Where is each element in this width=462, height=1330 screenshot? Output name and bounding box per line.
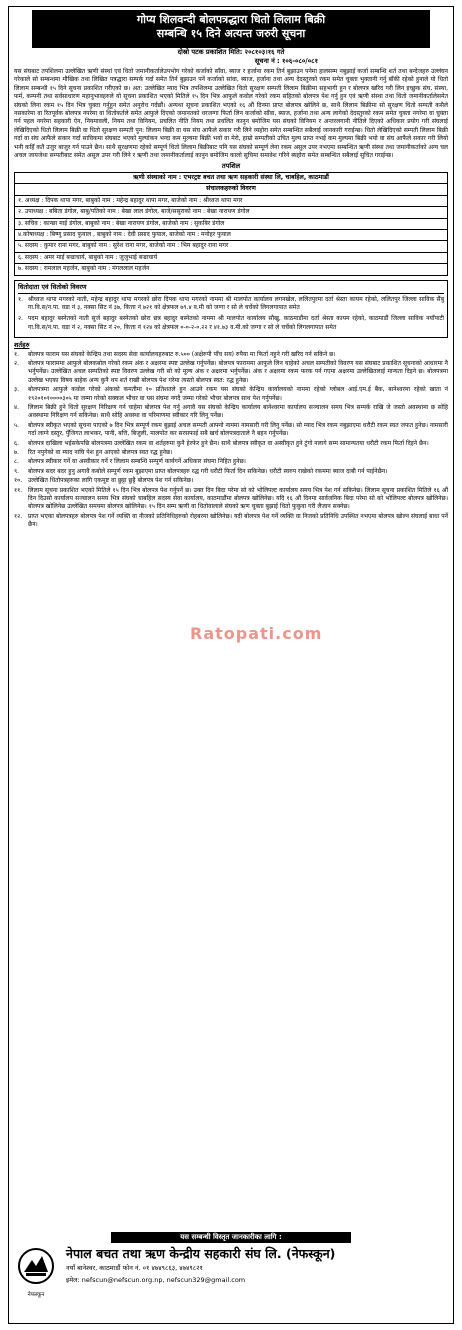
- term-text: बोलपत्र दाखिला भईसकेपछि बोलपत्रमा उल्लेखित रकम वा शर्तहरुमा कुनै हेरफेर हुने छैन। साथै बोलपत्र स्वीकृत वा अस्वीकृत हुने टुंगो नलागे सम्म सामान्यतया धरौटी रकम फिर्ता दिइने छैन।: [28, 439, 429, 447]
- term-text: प्राप्त भएका बोलपत्रहरु बोलपत्र पेश गर्ने व्यक्ति वा नीजको प्रतिनिधिहरुको रोहबरमा खोलिनेछ। यदी बोलपत्र पेश गर्ने व्यक्ति वा निजको प्रतिनिधि उपस्थित नभएमा बोलपत्र खोल्न संघलाई बाधा पर्ने छैन।: [28, 512, 448, 529]
- notice-page: [8, 6, 454, 1324]
- footer: [8, 1232, 454, 1324]
- org-address: नयाँ बानेश्वर, काठमाडौं फोन नं. ०१ ४७४९८६३, ४७४९८२१: [66, 1264, 203, 1272]
- director-row: ४.कोषाध्यक्ष : बिष्णु प्रसाद फुयाल , बाबुको नाम : देवी प्रसाद फुयाल, बाजेको नाम : मनोहर फुयाल: [15, 230, 447, 241]
- logo-caption: नेफस्कून: [27, 1292, 45, 1298]
- intro-paragraph: यस संघबाट तपशिलमा उल्लेखित ऋणी संस्थां एवं धितो जमानीकर्तालेउपभोग गरेको कर्जाको साँवा, ब्याज र हर्जाना रकम तिर्न बुझाउन पनेमा हालसम्म नबुझाई कर्जा सम्बन्धि शर्त तथा बन्देजहरु उल्लंघन गरेकाले सो सम्बन्धमा मौखिक तथा लिखित पत्रद्धारा सम्पर्क गर्दा समेत तिर्न बुझाउन पनें कर्जाको सांवा, ब्याज, हर्जाना तथा अन्य देदस्तुरको रकम समेत चुक्ता भुक्तानी गर्नु बाँकी रहेको हुनाले यो धितो लिलाम सम्बन्धी १५ दिने सूचना प्रकाशित गरीएको छ। अत: उल्लेखित म्याद भित्र तपशिलमा उल्लेखित धितो सुरक्षण सम्पती लिलाम बिक्रीमा सहभागी हुन र बोलपत्र खरिद गरी लिन इच्छुक संघ, संस्था, फर्म, कम्पनी तथा सर्वसाधारण महानुभावहरुले यो सूचना प्रकाशित भएको मितिले १५ दिन भित्र आफुले कवोल गरेको रकम सहितको बोलपत्र पेश गर्नु हुन एवं ऋणी संस्था तथा धितो जमानीकर्तालेसमेत संघको लिना रकम १५ दिन भित्र चुक्ता गर्नुहुन समेत अनुरोध गर्दछौं। अन्यथा सूचना प्रकाशित भएको १६ औं दिनमा प्राप्त बोलपत्र खोलिने छ, साथै लिलाम बिक्रीमा सो सुरक्षण धितो सम्पती कसैले नसकारेमा वा रितपूर्वक बोलपत्र नपरेमा वा धितोकर्तले समेत आफुले दिएको जमानतको धरजग्गा फिर्ता लिन कर्जाको साँवा, ब्याज, हर्जाना तथा अन्य लागेको देदस्तुरको रकम समेत चुक्ता नगरेमा वा चुक्ता गर्न पहल नगरेमा सहकारी ऐन, नियमावली, नियम तथा विनियम, प्रचलित नीति नियम तथा प्रचलित कानुन बमोजिम यस संघको विनियम र अन्तरलगानी नीतिले दिएको अधिकार प्रयोग गरी संघलाई लेखिदिएको धितो लिलाम बिक्री वा धितो सुरक्षण सम्पती पुन: लिलाम बिक्री वा यस संघ आफैले सकार गरी लिने व्यहोरा समेत सम्बन्धित सबैलाई जानकारी गराईन्छ। धितो लेखिदिएको सम्पती लिलाम बिक्री गर्दा वा संघ आफैले सकार गर्दा साविकमा संघबाट भएको मुल्यांकन भन्दा कम मुल्यमा बिक्री भयो वा मेरो, हाम्रो सम्पतीको उचित मुल्य प्राप्त नभई कम मुल्यमा बिक्री भयो वा संघ आफैले सकार गरी लियो भनी कहिँ कतै उजुर बाजुर गर्न पाउने छैन। साथै सुरक्षणमा रहेको सम्पूर्ण धितो लिलाम बिक्रीबाट पनि यस संघको सम्पूर्ण लेना रकम असुल उपर नभएमा सम्बन्धित ऋणी संस्था तथा जमानीकर्ताको अन्य चल अचल जायजेथा सम्पतीबाट समेत असुल उपर गरी लिने र ऋणी तथा जमानीकर्तालाई कानुन बमोजिम कालो सुचिमा समावेश गरिने ब्यहोरा समेत सम्बन्धित सबैलाई सुचित गराईन्छ।: [14, 68, 448, 160]
- more-info-bar: यस सम्बन्धी विस्तृत जानकारीका लागि :: [111, 1232, 351, 1243]
- terms-list: [14, 351, 448, 530]
- guarantor-heading: धितोदाता एवं धितोको विवरण: [18, 283, 444, 293]
- term-text: बोलपत्र फाराम यस संघको केन्द्रिय तथा सदस्य सेवा कार्यालयहरुबाट रु.५०० (अक्षेरुपी पाँच सय) रुपैया मा फिर्ता नहुने गरी खरिद गर्न सकिने छ।: [28, 350, 336, 358]
- term-number: ७.: [14, 449, 20, 457]
- watermark: Ratopati.com: [190, 624, 323, 643]
- director-row: ३. सचिव : कान्छा माई डंगोल, बाबुको नाम : बेखा नारायण डंगोल, बाजेको नाम : सुकबिर डंगोल: [15, 219, 447, 230]
- borrower-table: [14, 172, 448, 276]
- term-text: उल्लेखित धितोपत्रहरुका लागि एकमुष्ट वा छुट्टा छुट्टै बोलपत्र पेश गर्न सकिनेछ।: [28, 477, 194, 485]
- term-item: [14, 351, 448, 359]
- director-row: ६. सदस्य : अमर माई बज्राचार्य, बाबुको नाम : जुजुभाई बज्राचार्य: [15, 253, 447, 264]
- term-item: [14, 440, 448, 448]
- item-text: श्रीध्वज थापा मगरको नाती, महेन्द्र बहादुर थापा मगरको छोरा दिपक थापा मगरको नाममा श्री मालपोत कार्यालय लगनखेल, ललितपुरमा दर्ता श्रेस्ता कायम रहेको, ललितपुर जिल्ला साविक सैंबु गा.वि.स/न.पा. वडा नं ३, नक्सा सिट नं ३७, कित्ता नं ७२१ को क्षेत्रफल ७९.४ व.मी को जग्गा र सो ले चर्चेको लिगलगापात समेत: [28, 295, 444, 311]
- org-email: इमेल: nefscun@nefscun.org.np, nefscun329@gmail.com: [66, 1276, 246, 1284]
- director-row: ५. सदस्य : कुमार राना मगर, बाबुको नाम : सुरेश राना मगर, बाजेको नाम : भिम बहादुर राना मगर: [15, 241, 447, 252]
- org-info: [66, 1246, 335, 1284]
- term-item: [14, 422, 448, 439]
- term-item: [14, 360, 448, 385]
- nefscun-logo-icon: [16, 1246, 56, 1286]
- term-item: [14, 487, 448, 512]
- term-item: [14, 404, 448, 421]
- term-number: ८.: [14, 458, 20, 466]
- term-item: [14, 449, 448, 457]
- guarantor-item: [18, 315, 444, 332]
- term-number: ४.: [14, 404, 20, 411]
- term-number: ३.: [14, 386, 20, 394]
- item-number: १.: [18, 295, 24, 303]
- term-number: १०.: [14, 477, 23, 485]
- term-text: बोलपत्र फाराममा आफुले बोलकबोल गरेको रकम अंक र अक्षरमा स्पष्ट उल्लेख गर्नुपर्नेछ। बोलपत्र फाराममा आफुले लिन चाहेको अचल सम्पतीको विवरण यस संघबाट प्रकाशित सूचनाको आधारमा नै भर्नुपर्नेछ। उल्लेखित अचल सम्पतिको स्पष्ट विवरण उल्लेख गरी सो को मूल्य अंक र अक्षरमा भर्नुपर्नेछ। अंक र अक्षरमा रकम फरक पर्न गएमा अक्षरमा उल्लेखितलाई मान्यता दिइने छ। बोलपत्रमा उल्लेख भएका विषय बाहेक अन्य कुनै थप शर्त राखी बोलपत्र पेश गरेमा त्यस्तो बोलपत्र स्वत: रद्ध हुनेछ।: [28, 359, 448, 384]
- term-item: [14, 477, 448, 485]
- director-row: २. उपाध्यक्ष : बबिता डंगोल, बाबु/पतिको नाम : बेखा लाल डंगोल, बाजे/ससुराको नाम : बेखा नारायण डंगोल: [15, 207, 447, 218]
- term-text: बोलपत्र सदर बदर हुनु अगावै कबोले सम्पूर्ण रकम बुझाएमा प्राप्त बोलपत्रहरु रद्ध गरी धरौटी फिर्ता दिन सकिनेछ। धरौटी स्वरुप राखेको रकममा ब्याज दाबी गर्न पाईनेछैन।: [28, 467, 388, 475]
- title-line-2: सम्बन्धि १५ दिने अत्यन्त जरुरी सूचना: [156, 27, 306, 40]
- guarantor-section: [14, 280, 448, 338]
- item-number: २.: [18, 315, 24, 323]
- term-number: ९.: [14, 467, 20, 475]
- org-name: नेपाल बचत तथा ऋण केन्द्रीय सहकारी संघ लि. (नेफस्कून): [66, 1246, 336, 1261]
- directors-heading: संचालकहरुको विवरण: [15, 184, 447, 195]
- terms-heading: शर्तहरु: [14, 341, 30, 350]
- term-text: बोलपत्र स्वीकृत भएको सूचना पाएको ७ दिन भित्र सम्पूर्ण रकम बुझाई अचल सम्पती आफ्नो नाममा नामसारी गरी लिनु पर्नेछ। सो म्याद भित्र रकम नबुझाएमा धरौटी रकम स्वत जफत हुनेछ। नामसारी गर्दा लाग्ने दस्तुर, पुँजिगत लाभकर, पानी, बत्ति, बिजुली, मालपोत कर सरसफाई सबै खर्च बोलपत्रदाताले नै बहन गर्नुपर्नेछ।: [28, 421, 448, 438]
- term-number: १२.: [14, 512, 23, 520]
- term-text: बोलपत्रमा आफुले कवोल गरेको अंकको कमतीमा १० प्रतिशतले हुन आउने रकम यस संघको केन्द्रिय कार्यालयको नाममा रहेको ग्लोबल आई.एम.ई बैंक, बानेश्वरमा रहेको खाता नं १९२०१०१००००३०५ मा जम्मा गरेको सक्कल भौचर वा यस संघमा नगदै जम्मा गरेको भौचर बोलपत्र साथ पेश गर्नुपर्नेछ।: [28, 386, 448, 402]
- term-number: २.: [14, 359, 20, 367]
- term-number: ५.: [14, 421, 20, 429]
- title-line-1: गोप्य शिलवन्दी बोलपत्रद्धारा धितो लिलाम बिक्री: [136, 13, 326, 26]
- notice-title: [32, 10, 430, 48]
- term-text: लिलाम बिक्री हुने धितो सुरक्षण निरिक्षण गर्न चाहेमा बोलपत्र पेश गर्नु अगावै यस संघको केन्द्रिय कार्यालय बानेश्वरमा कार्यालय सञ्चालन समय भित्र सम्पर्क राखि जे जस्तो अवस्थामा छ सोहि अवस्थामा निरिक्षण गर्न सकिनेछ। साथै सोहि अवस्था वा परिमाणमा स्वीकार गरि लिनु पर्नेछ।: [28, 404, 448, 420]
- term-number: १.: [14, 350, 20, 358]
- tapsil-heading: तपशिल: [221, 162, 241, 171]
- org-row: [8, 1246, 454, 1298]
- term-item: [14, 513, 448, 530]
- term-number: ११.: [14, 486, 23, 494]
- director-row: ७. सदस्य : रामलाल महर्जन, बाबुको नाम : मंगललाल महर्जन: [18, 265, 150, 273]
- director-row: १. अध्यक्ष : दिपक थापा मगर, बाबुको नाम : महेन्द्र बहादुर थापा मगर, बाजेको नाम : श्रीध्वज थापा मगर: [15, 196, 447, 207]
- notice-number: सूचना नं : १०६-०८०/०८१: [254, 57, 318, 65]
- logo-block: [16, 1246, 56, 1298]
- term-item: [14, 386, 448, 403]
- term-number: ६.: [14, 439, 20, 447]
- term-text: रित नपुगेको वा म्याद नाघि पेश हुन आएको बोलपत्र स्वत रद्ध हुनेछ।: [28, 449, 173, 457]
- guarantor-item: [18, 296, 444, 313]
- term-item: [14, 468, 448, 476]
- item-text: पदम बहादुर बस्नेतको नाती सुर्ज बहादुर बस्नेतको छोरा छत्र बहादुर बस्नेतको नाममा श्री मालपोत कार्यालय सौखु, काठमाडौंमा दर्ता श्रेस्ता कायम रहेको, काठमाडौं जिल्ला साविक नयाँपाटी गा.वि.स/न.पा. वडा नं २, नक्सा सिट नं २०, कित्ता नं १२४ को क्षेत्रफल ०-०-२-०.२२ र ४१.७३ व.मी.को जग्गा र सो ले चर्चेको लिगलगापात समेत: [28, 315, 444, 331]
- borrower-name: ऋणी संस्थाको नाम : एभरट्रष्ट बचत तथा ऋण सहकारी संस्था लि, चाबहिल, काठमाडौं: [15, 173, 447, 184]
- publish-date: दोस्रो पटक प्रकाशित मिति: २०८१०३।१६ गते: [177, 48, 285, 56]
- term-item: [14, 458, 448, 466]
- term-text: लिलाम सूचना प्रकाशित भएको मितिले १५ दिन भित्र बोलपत्र पेश गर्नुपर्ने छ। उक्त दिन बिदा परेमा सो को भोलिपल्ट कार्यालय समय भित्र पेश गर्न सकिनेछ। लिलाम सूचना प्रकाशित मितिले १६ औं दिन दिउसो कार्यालय सञ्चालन समय भित्र संघको चाबहिल सदस्य सेवा कार्यालय, काठमाडौंमा बोलपत्र खोलिनेछ। यदि १६ औं दिनमा सार्वजनिक बिदा परेमा सो को भोलिपल्ट बोलपत्र खोलिनेछ। बोलपत्र खोलिनेछ उल्लेखित समयमा बोलपत्र खोलिनेछ। १५ दिन सम्म ऋणी वा धितोवालाले संघको ऋण चुक्ता बुझाई धितो फुकुवा गरी लैजान सक्नेछ।: [28, 486, 448, 511]
- term-text: बोलपत्र स्वीकार गर्ने वा अस्वीकार गर्ने र लिलाम सम्बन्धि सम्पूर्ण कार्यगर्ने अधिकार संघमा निहित हुनेछ।: [28, 458, 246, 466]
